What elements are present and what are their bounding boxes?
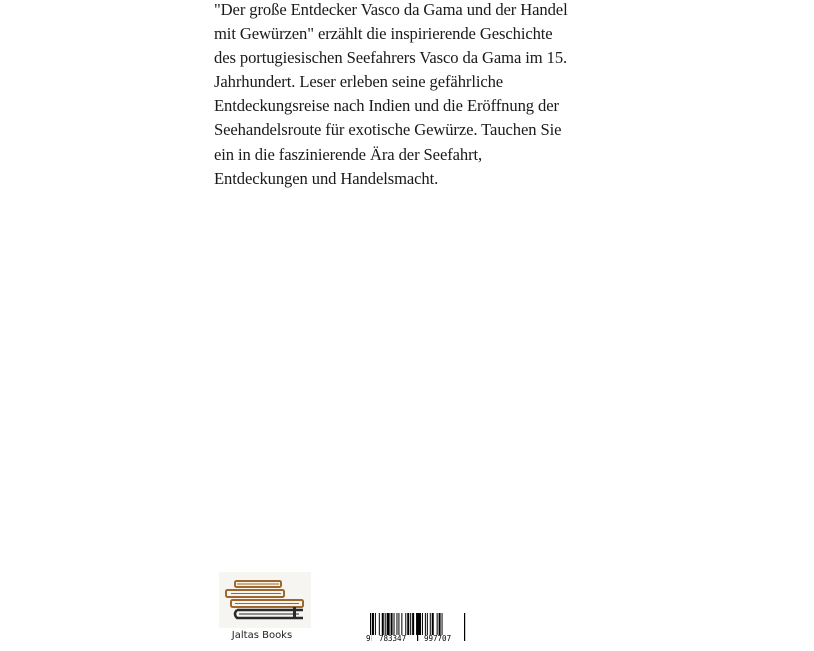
barcode-bar <box>437 613 438 635</box>
barcode-bar <box>405 613 406 635</box>
publisher-name: Jaltas Books <box>231 630 293 641</box>
barcode-bar <box>375 613 376 635</box>
barcode-bar <box>391 613 393 635</box>
barcode-guard-bar <box>464 613 465 641</box>
barcode-bar <box>430 613 431 635</box>
barcode-bar <box>439 613 441 635</box>
barcode-bar <box>432 613 434 635</box>
description-line: des portugiesischen Seefahrers Vasco da Gama im 15. <box>214 48 568 68</box>
description-line: ein in die faszinierende Ära der Seefahrt, <box>214 144 483 164</box>
barcode-bar <box>407 613 409 635</box>
stacked-books-icon <box>219 572 311 628</box>
description-line: Jahrhundert. Leser erleben seine gefährliche <box>214 72 504 92</box>
barcode-guard-bar <box>417 613 418 641</box>
description-line: Entdeckungen und Handelsmacht. <box>214 168 439 188</box>
barcode-bar <box>427 613 428 635</box>
barcode-left-digits: 783347 <box>379 634 407 643</box>
description-line: Entdeckungsreise nach Indien und die Eröffnung der <box>214 96 559 116</box>
description-line: mit Gewürzen" erzählt die inspirierende Geschichte <box>214 24 553 44</box>
barcode-bar <box>382 613 384 635</box>
barcode-bar <box>401 613 402 635</box>
barcode-bar <box>418 613 421 635</box>
barcode-lead-digit: 9 <box>366 634 371 643</box>
barcode-bar <box>416 613 417 635</box>
barcode-bar <box>385 613 386 635</box>
barcode-bar <box>425 613 426 635</box>
isbn-barcode <box>364 613 470 645</box>
description-line: "Der große Entdecker Vasco da Gama und der Handel <box>214 0 568 19</box>
barcode-bar <box>387 613 390 635</box>
barcode-bar <box>394 613 395 635</box>
barcode-bar <box>410 613 411 635</box>
description-line: Seehandelsroute für exotische Gewürze. Tauchen Sie <box>214 120 562 140</box>
publisher-logo <box>219 572 311 628</box>
barcode-bar <box>396 613 397 635</box>
barcode-bar <box>372 613 374 635</box>
barcode-bar <box>398 613 399 635</box>
barcode-bar <box>379 613 380 635</box>
barcode-bar <box>412 613 414 635</box>
barcode-bar <box>422 613 423 635</box>
back-cover-description <box>214 0 606 191</box>
barcode-right-digits: 997707 <box>424 634 452 643</box>
barcode-bar <box>442 613 443 635</box>
